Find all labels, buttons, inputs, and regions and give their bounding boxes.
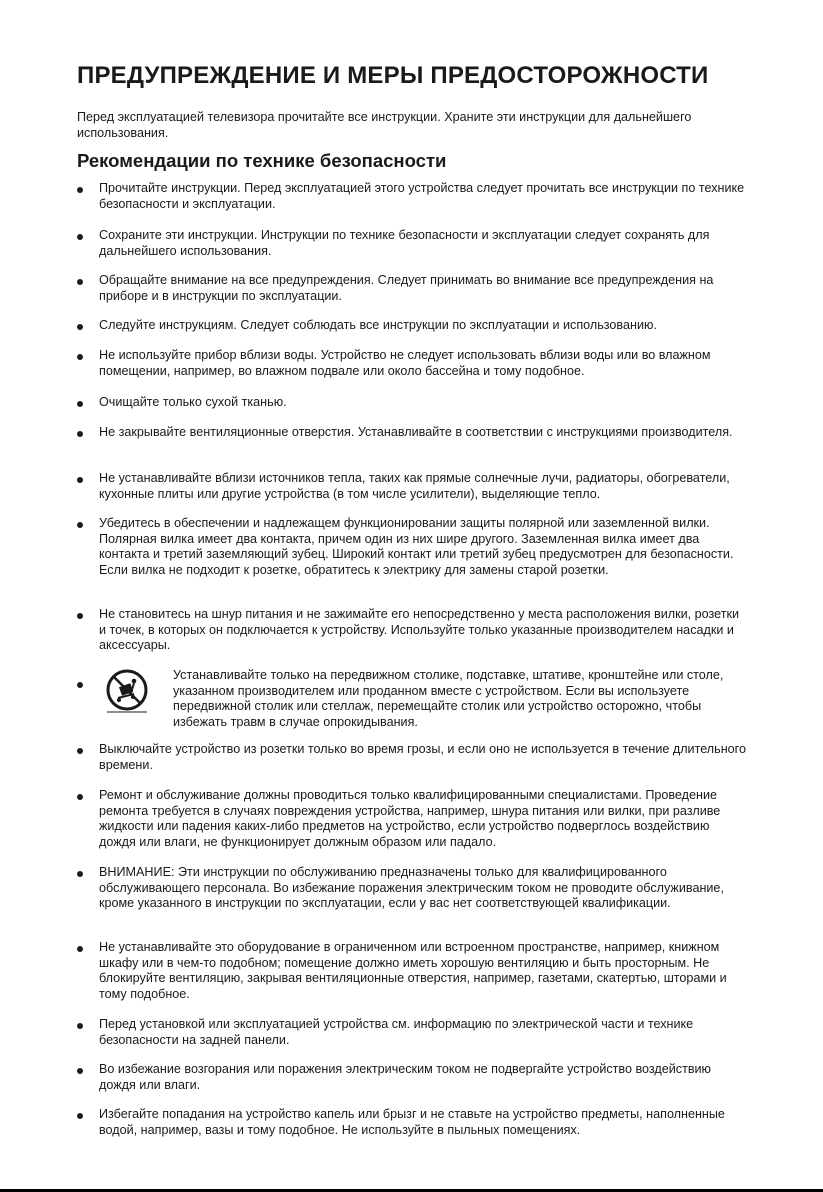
list-item-text: Устанавливайте только на передвижном столике, подставке, штативе, кронштейне или столе, указанном производителем или проданном вместе с устройством. Если вы используете передвижной столик или стеллаж, перемещайте столик или устройство осторожно, чтобы избежать травм в случае опрокидывания. (173, 668, 724, 729)
list-item-text: Обращайте внимание на все предупреждения. Следует принимать во внимание все предупреждения на приборе и в инструкции по эксплуатации. (99, 273, 714, 303)
list-item-text: Выключайте устройство из розетки только во время грозы, и если оно не используется в течение длительного времени. (99, 742, 746, 772)
bullet-icon (77, 279, 83, 285)
list-item (77, 1107, 747, 1138)
bullet-icon (77, 324, 83, 330)
list-item-text: Не используйте прибор вблизи воды. Устройство не следует использовать вблизи воды или во влажном помещении, например, во влажном подвале или около бассейна и тому подобное. (99, 348, 711, 378)
bullet-icon (77, 1068, 83, 1074)
list-item (77, 228, 747, 259)
list-item-text: Очищайте только сухой тканью. (99, 395, 287, 409)
bullet-icon (77, 431, 83, 437)
list-item (77, 788, 747, 850)
bullet-icon (77, 748, 83, 754)
list-item-text: Не становитесь на шнур питания и не зажимайте его непосредственно у места расположения вилки, розетки и точек, в которых он подключается к устройству. Используйте только указанные производителем насадки и аксессуары. (99, 607, 740, 652)
list-item (77, 516, 747, 578)
list-item-text: Избегайте попадания на устройство капель или брызг и не ставьте на устройство предметы, наполненные водой, например, вазы и тому подобное. Не используйте в пыльных помещениях. (99, 1107, 725, 1137)
bullet-icon (77, 401, 83, 407)
list-item-text: Не закрывайте вентиляционные отверстия. Устанавливайте в соответствии с инструкциями производителя. (99, 425, 733, 439)
bullet-icon (77, 613, 83, 619)
bullet-icon (77, 354, 83, 360)
bullet-icon (77, 871, 83, 877)
list-item-text: Не устанавливайте вблизи источников тепла, таких как прямые солнечные лучи, радиаторы, обогреватели, кухонные плиты или другие устройства (в том числе усилители), выделяющие тепло. (99, 471, 730, 501)
bullet-icon (77, 187, 83, 193)
list-item (77, 607, 747, 654)
bullet-icon (77, 794, 83, 800)
list-item (77, 1062, 747, 1093)
list-item-text: Не устанавливайте это оборудование в ограниченном или встроенном пространстве, например, книжном шкафу или в чем-то подобном; помещение должно иметь хорошую вентиляцию и быть просторным. Не блокируйте вентиляцию, закрывая вентиляционные отверстия, например, газетами, скатертью, шторами и тому подобное. (99, 940, 727, 1001)
list-item (77, 181, 747, 212)
list-item-text: Во избежание возгорания или поражения электрическим током не подвергайте устройство воздействию дождя или влаги. (99, 1062, 712, 1092)
list-item-text: Убедитесь в обеспечении и надлежащем функционировании защиты полярной или заземленной вилки. Полярная вилка имеет два контакта, причем один из них шире другого. Заземленная вилка имеет два контакта и третий заземляющий зубец. Широкий контакт или третий зубец предусмотрен для безопасности. Если вилка не подходит к розетке, обратитесь к электрику для замены старой розетки. (99, 516, 734, 577)
list-item (77, 395, 747, 411)
list-item (77, 865, 747, 912)
bullet-icon (77, 1113, 83, 1119)
list-item (77, 940, 747, 1002)
bullet-icon (77, 234, 83, 240)
bullet-icon (77, 682, 83, 688)
list-item (77, 273, 747, 304)
list-item (77, 1017, 747, 1048)
list-item-text: Ремонт и обслуживание должны проводиться только квалифицированными специалистами. Проведение ремонта требуется в случаях повреждения устройства, например, шнура питания или вилки, при разливе жидкости или падения каких-либо предметов на устройство, если устройство подверглось воздействию дождя или влаги, не функционирует должным образом или падало. (99, 788, 721, 849)
list-item (77, 348, 747, 379)
list-item-text: Сохраните эти инструкции. Инструкции по технике безопасности и эксплуатации следует сохранять для дальнейшего использования. (99, 228, 710, 258)
intro-paragraph: Перед эксплуатацией телевизора прочитайте все инструкции. Храните эти инструкции для дальнейшего использования. (77, 110, 692, 140)
section-heading: Рекомендации по технике безопасности (77, 150, 447, 171)
list-item-text: ВНИМАНИЕ: Эти инструкции по обслуживанию предназначены только для квалифицированного обслуживающего персонала. Во избежание поражения электрическим током не проводите обслуживание, кроме указанного в инструкции по эксплуатации, если у вас нет соответствующей квалификации. (99, 865, 724, 910)
list-item (77, 742, 747, 773)
bullet-icon (77, 477, 83, 483)
list-item (77, 425, 747, 441)
list-item (77, 318, 747, 334)
bullet-icon (77, 946, 83, 952)
bullet-icon (77, 1023, 83, 1029)
list-item-text: Прочитайте инструкции. Перед эксплуатацией этого устройства следует прочитать все инструкции по технике безопасности и эксплуатации. (99, 181, 745, 211)
list-item-text: Перед установкой или эксплуатацией устройства см. информацию по электрической части и технике безопасности на задней панели. (99, 1017, 694, 1047)
page-title: ПРЕДУПРЕЖДЕНИЕ И МЕРЫ ПРЕДОСТОРОЖНОСТИ (77, 62, 709, 89)
bullet-icon (77, 522, 83, 528)
list-item (77, 471, 747, 502)
cart-tip-over-warning-icon (103, 668, 151, 716)
list-item-text: Следуйте инструкциям. Следует соблюдать все инструкции по эксплуатации и использованию. (99, 318, 657, 332)
